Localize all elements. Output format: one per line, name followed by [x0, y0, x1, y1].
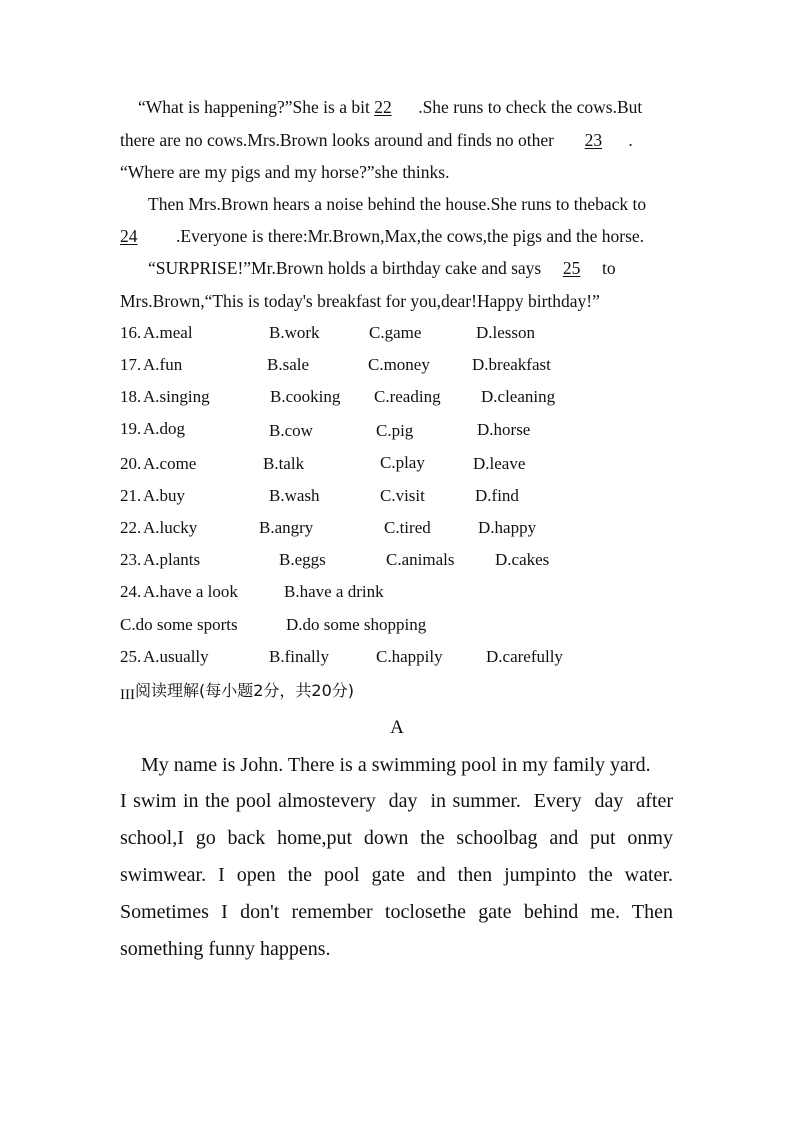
option-a[interactable]: A.buy — [143, 486, 186, 505]
cloze-line-4: Then Mrs.Brown hears a noise behind the house.She runs to theback to — [148, 194, 647, 214]
option-a[interactable]: A.usually — [143, 647, 209, 666]
option-b[interactable]: B.sale — [267, 355, 310, 374]
option-a[interactable]: A.fun — [143, 355, 183, 374]
option-b[interactable]: B.talk — [263, 454, 305, 473]
option-b[interactable]: B.have a drink — [284, 582, 384, 601]
cloze-text: “What is happening?”She is a bit — [138, 97, 375, 117]
option-c[interactable]: C.animals — [386, 550, 455, 569]
passage-line-4: swimwear. I open the pool gate and then jumpinto the water. — [120, 864, 673, 886]
option-d[interactable]: D.happy — [478, 518, 537, 537]
question-number: 17. — [120, 355, 142, 374]
option-b[interactable]: B.angry — [259, 518, 314, 537]
option-a[interactable]: A.come — [143, 454, 197, 473]
question-number: 18. — [120, 387, 142, 406]
cloze-line-7: Mrs.Brown,“This is today's breakfast for you,dear!Happy birthday!” — [120, 291, 600, 311]
option-b[interactable]: B.finally — [269, 647, 329, 666]
passage-line-3: school,I go back home,put down the schoolbag and put onmy — [120, 827, 673, 849]
option-a[interactable]: A.have a look — [143, 582, 238, 601]
question-number: 16. — [120, 323, 142, 342]
option-c[interactable]: C.pig — [376, 421, 414, 440]
option-d[interactable]: D.carefully — [486, 647, 563, 666]
cloze-line-1 — [138, 96, 674, 118]
option-a[interactable]: A.plants — [143, 550, 201, 569]
passage-line-5: Sometimes I don't remember toclosethe gate behind me. Then — [120, 901, 673, 923]
question-number: 21. — [120, 486, 142, 505]
cloze-line-2 — [120, 129, 674, 151]
passage-line-1: My name is John. There is a swimming pool in my family yard. — [141, 754, 651, 776]
option-d[interactable]: D.do some shopping — [286, 615, 427, 634]
cloze-text: . — [628, 130, 633, 150]
blank-25: 25 — [562, 258, 581, 278]
option-b[interactable]: B.work — [269, 323, 320, 342]
option-c[interactable]: C.visit — [380, 486, 425, 505]
option-a[interactable]: A.lucky — [143, 518, 198, 537]
option-d[interactable]: D.cakes — [495, 550, 550, 569]
question-number: 19. — [120, 419, 142, 438]
option-c[interactable]: C.money — [368, 355, 430, 374]
question-number: 24. — [120, 582, 142, 601]
passage-line-2: I swim in the pool almostevery day in summer. Every day after — [120, 790, 673, 812]
passage-line-6: something funny happens. — [120, 938, 331, 960]
option-b[interactable]: B.wash — [269, 486, 320, 505]
option-a[interactable]: A.dog — [143, 419, 186, 438]
cloze-text: .Everyone is there:Mr.Brown,Max,the cows,the pigs and the horse. — [176, 226, 645, 246]
option-d[interactable]: D.leave — [473, 454, 526, 473]
section-number: III — [120, 687, 135, 703]
question-number: 20. — [120, 454, 142, 473]
question-number: 25. — [120, 647, 142, 666]
option-c[interactable]: C.tired — [384, 518, 431, 537]
option-a[interactable]: A.meal — [143, 323, 193, 342]
question-number: 22. — [120, 518, 142, 537]
option-b[interactable]: B.cow — [269, 421, 313, 440]
cloze-line-6 — [148, 257, 674, 279]
option-d[interactable]: D.horse — [477, 420, 531, 439]
option-c[interactable]: C.do some sports — [120, 615, 238, 634]
option-d[interactable]: D.lesson — [476, 323, 536, 342]
option-d[interactable]: D.breakfast — [472, 355, 551, 374]
option-d[interactable]: D.cleaning — [481, 387, 556, 406]
option-d[interactable]: D.find — [475, 486, 519, 505]
option-a[interactable]: A.singing — [143, 387, 210, 406]
cloze-text: there are no cows.Mrs.Brown looks around and finds no other — [120, 130, 559, 150]
option-b[interactable]: B.eggs — [279, 550, 326, 569]
section-heading — [120, 680, 354, 703]
cloze-text: to — [597, 258, 616, 278]
cloze-text: “SURPRISE!”Mr.Brown holds a birthday cake and says — [148, 258, 546, 278]
blank-22: 22 — [374, 97, 392, 117]
option-c[interactable]: C.play — [380, 453, 425, 472]
cloze-line-3: “Where are my pigs and my horse?”she thinks. — [120, 162, 450, 182]
cloze-text: .She runs to check the cows.But — [418, 97, 643, 117]
question-number: 23. — [120, 550, 142, 569]
blank-24: 24 — [120, 226, 138, 246]
section-title: 阅读理解(每小题2分，共20分) — [135, 681, 355, 700]
passage-title: A — [390, 717, 404, 738]
cloze-line-5 — [120, 225, 674, 247]
option-c[interactable]: C.reading — [374, 387, 441, 406]
option-c[interactable]: C.happily — [376, 647, 443, 666]
blank-23: 23 — [584, 130, 603, 150]
option-c[interactable]: C.game — [369, 323, 422, 342]
option-b[interactable]: B.cooking — [270, 387, 341, 406]
